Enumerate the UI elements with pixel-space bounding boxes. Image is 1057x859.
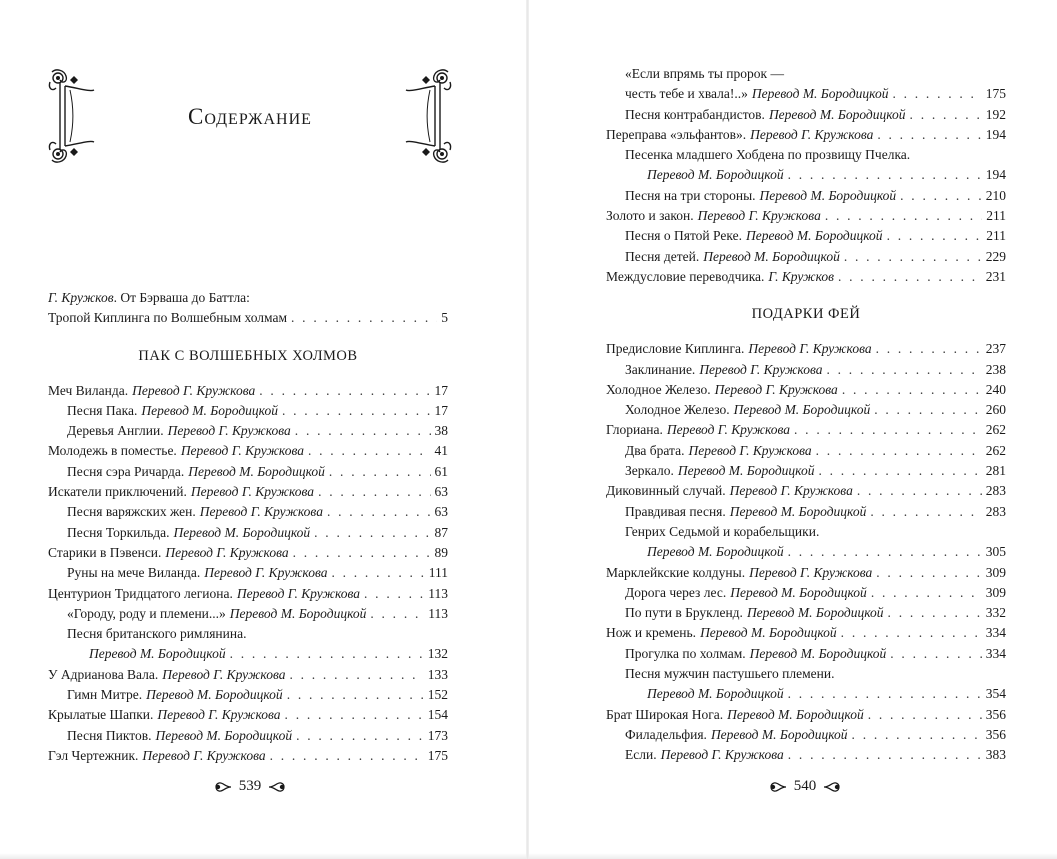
toc-leader-dots	[890, 644, 981, 664]
toc-leader-dots	[857, 481, 982, 501]
toc-leader-dots	[877, 125, 981, 145]
toc-entry	[606, 522, 1006, 542]
toc-entry-title: Песня варяжских жен.	[67, 504, 196, 520]
toc-entry-translator: Перевод М. Бородицкой	[146, 687, 283, 703]
toc-entry	[48, 746, 448, 766]
toc-entry	[606, 644, 1006, 664]
toc-entry-title: Песня мужчин пастушьего племени.	[625, 666, 835, 682]
toc-entry-translator: Перевод Г. Кружкова	[688, 442, 812, 458]
toc-entry-translator: Перевод М. Бородицкой	[733, 402, 871, 418]
toc-entry-translator: Перевод М. Бородицкой	[730, 584, 867, 600]
toc-leader-dots	[788, 684, 982, 704]
toc-entry	[606, 84, 1006, 104]
toc-entry	[606, 664, 1006, 684]
toc-entry	[48, 381, 448, 401]
toc-entry-title: Генрих Седьмой и корабельщики.	[625, 523, 820, 539]
toc-entry-title: Тропой Киплинга по Волшебным холмам	[48, 310, 288, 326]
toc-section-heading: ПАК С ВОЛШЕБНЫХ ХОЛМОВ	[138, 347, 358, 364]
toc-section-heading: ПОДАРКИ ФЕЙ	[751, 306, 861, 323]
toc-entry	[48, 726, 448, 746]
toc-entry-translator: Перевод Г. Кружкова	[204, 565, 328, 581]
toc-entry	[48, 563, 448, 583]
toc-entry-translator: Перевод Г. Кружкова	[162, 666, 286, 682]
toc-entry-title: Марклейкские колдуны.	[606, 564, 746, 580]
toc-leader-dots	[318, 482, 430, 502]
toc-entry-translator: Перевод Г. Кружкова	[750, 126, 874, 142]
toc-entry	[606, 125, 1006, 145]
toc-entry	[606, 481, 1006, 501]
toc-entry	[48, 421, 448, 441]
toc-entry-title: Меч Виланда.	[48, 382, 129, 398]
toc-entry-page: 210	[985, 187, 1006, 203]
toc-entry-translator: Перевод Г. Кружкова	[199, 504, 323, 520]
toc-entry-page: 229	[985, 248, 1006, 264]
toc-entry	[48, 441, 448, 461]
toc-entry-title: Песня на три стороны.	[625, 187, 756, 203]
toc-entry	[48, 624, 448, 644]
toc-entry-page: 240	[985, 381, 1006, 397]
toc-entry-translator: Перевод М. Бородицкой	[745, 228, 883, 244]
toc-entry-translator: Перевод Г. Кружкова	[697, 208, 821, 224]
toc-entry	[606, 105, 1006, 125]
toc-leader-dots	[794, 420, 982, 440]
toc-spacer	[48, 329, 448, 346]
toc-entry-title: Крылатые Шапки.	[48, 707, 154, 723]
toc-leader-dots	[370, 604, 424, 624]
toc-entry-translator: Перевод Г. Кружкова	[236, 585, 361, 601]
toc-entry	[606, 461, 1006, 481]
page-number-right	[745, 778, 865, 795]
toc-entry-title: Если.	[625, 747, 657, 763]
toc-leader-dots	[295, 421, 431, 441]
toc-entry	[606, 603, 1006, 623]
toc-entry-title: «Если впрямь ты пророк —	[625, 66, 784, 81]
toc-entry-page: 283	[985, 483, 1006, 499]
toc-leader-dots	[296, 726, 424, 746]
right-page	[529, 0, 1057, 859]
toc-entry-title: Междусловие переводчика.	[606, 268, 765, 284]
toc-entry-translator: Перевод М. Бородицкой	[700, 625, 837, 641]
toc-entry-page: 334	[985, 625, 1006, 641]
toc-entry-page: 152	[427, 687, 448, 703]
toc-entry	[48, 502, 448, 522]
toc-entry-translator: Перевод Г. Кружкова	[132, 382, 256, 398]
toc-leader-dots	[841, 623, 982, 643]
toc-leader-dots	[827, 360, 982, 380]
toc-entry-page: 175	[985, 86, 1006, 102]
fleuron-right-icon	[267, 780, 287, 794]
toc-entry-page: 87	[434, 524, 448, 540]
toc-entry-page: 262	[985, 442, 1006, 458]
toc-entry	[606, 705, 1006, 725]
toc-entry-translator: Перевод М. Бородицкой	[647, 686, 784, 702]
toc-entry-translator: Перевод М. Бородицкой	[703, 248, 840, 264]
toc-entry-translator: Перевод Г. Кружкова	[167, 423, 291, 439]
toc-leader-dots	[282, 401, 431, 421]
toc-entry	[606, 502, 1006, 522]
toc-spacer	[48, 367, 448, 381]
toc-leader-dots	[291, 308, 437, 328]
toc-entry-page: 154	[427, 707, 448, 723]
toc-entry-page: 356	[985, 726, 1006, 742]
toc-leader-dots	[293, 543, 431, 563]
toc-entry-page: 17	[434, 402, 448, 418]
toc-entry	[606, 267, 1006, 287]
toc-leader-dots	[868, 705, 982, 725]
toc-entry-title: Два брата.	[625, 442, 685, 458]
toc-entry-page: 211	[986, 228, 1006, 244]
toc-leader-dots	[852, 725, 982, 745]
toc-leader-dots	[818, 461, 981, 481]
toc-leader-dots	[308, 441, 431, 461]
toc-entry-title: Старики в Пэвенси.	[48, 544, 162, 560]
toc-entry-page: 194	[985, 126, 1006, 142]
toc-entry-page: 113	[428, 605, 448, 621]
toc-entry-title: Центурион Тридцатого легиона.	[48, 585, 233, 601]
toc-entry-page: 334	[985, 645, 1006, 661]
toc-entry-title: Предисловие Киплинга.	[606, 341, 745, 357]
toc-leader-dots	[270, 746, 424, 766]
toc-leader-dots	[888, 603, 982, 623]
toc-leader-dots	[870, 502, 981, 522]
toc-entry-title: Филадельфия.	[625, 726, 707, 742]
toc-leader-dots	[289, 665, 423, 685]
toc-entry	[606, 623, 1006, 643]
toc-entry-title: Правдивая песня.	[625, 503, 726, 519]
toc-entry	[606, 360, 1006, 380]
toc-entry-title: Песня Торкильда.	[67, 524, 170, 540]
toc-entry-title: Молодежь в поместье.	[48, 443, 177, 459]
toc-entry-title: Искатели приключений.	[48, 484, 187, 500]
toc-entry	[606, 64, 1006, 84]
toc-entry-page: 262	[985, 422, 1006, 438]
toc-entry-translator: Перевод М. Бородицкой	[647, 167, 784, 183]
toc-entry-page: 63	[434, 504, 448, 520]
toc-entry-translator: Перевод М. Бородицкой	[141, 402, 278, 418]
toc-entry	[606, 583, 1006, 603]
toc-entry-title: Дорога через лес.	[625, 584, 727, 600]
toc-entry-title: Золото и закон.	[606, 208, 694, 224]
toc-entry-title: У Адрианова Вала.	[48, 666, 159, 682]
toc-entry	[606, 247, 1006, 267]
toc-entry-translator: Перевод М. Бородицкой	[751, 86, 889, 102]
toc-entry	[606, 420, 1006, 440]
toc-entry	[606, 380, 1006, 400]
toc-spacer	[606, 287, 1006, 304]
toc-entry-page: 305	[985, 544, 1006, 560]
toc-entry-title: Деревья Англии.	[67, 423, 164, 439]
toc-entry	[48, 308, 448, 328]
toc-entry	[48, 644, 448, 664]
toc-leader-dots	[816, 441, 982, 461]
toc-entry-page: 332	[985, 605, 1006, 621]
toc-entry	[606, 563, 1006, 583]
toc-entry-page: 281	[985, 463, 1006, 479]
toc-entry-title: Зеркало.	[625, 463, 674, 479]
toc-entry-translator: Перевод М. Бородицкой	[727, 706, 864, 722]
toc-entry-translator: Перевод М. Бородицкой	[188, 463, 325, 479]
toc-entry	[606, 145, 1006, 165]
toc-entry	[48, 462, 448, 482]
toc-entry	[48, 482, 448, 502]
toc-entry-title: Прогулка по холмам.	[625, 645, 746, 661]
toc-entry-translator: Перевод М. Бородицкой	[729, 503, 867, 519]
toc-entry-translator: Перевод М. Бородицкой	[155, 727, 293, 743]
page-title: Содержание	[188, 104, 312, 129]
toc-entry-title: Песня контрабандистов.	[625, 106, 765, 122]
toc-leader-dots	[876, 563, 981, 583]
toc-leader-dots	[788, 745, 982, 765]
toc-entry-title: . От Бэрваша до Баттла:	[113, 290, 250, 305]
toc-entry-translator: Перевод М. Бородицкой	[749, 645, 887, 661]
fleuron-right-icon	[822, 780, 842, 794]
toc-entry	[48, 685, 448, 705]
toc-entry-page: 173	[427, 727, 448, 743]
page-number-left	[190, 778, 310, 795]
toc-leader-dots	[364, 584, 424, 604]
toc-entry-title: «Городу, роду и племени...»	[67, 605, 226, 621]
toc-entry-page: 194	[985, 167, 1006, 183]
toc-leader-dots	[876, 339, 982, 359]
toc-leader-dots	[825, 206, 982, 226]
toc-entry-page: 354	[985, 686, 1006, 702]
toc-entry-page: 192	[985, 106, 1006, 122]
toc-entry-translator: Перевод Г. Кружкова	[749, 564, 873, 580]
toc-entry-title: Песня Пака.	[67, 402, 138, 418]
toc-leader-dots	[788, 542, 982, 562]
toc-entry-page: 175	[427, 747, 448, 763]
toc-entry-page: 283	[985, 503, 1006, 519]
toc-entry-title: Песня британского римлянина.	[67, 626, 247, 642]
toc-entry-title: По пути в Брукленд.	[625, 605, 743, 621]
toc-entry-page: 41	[434, 443, 448, 459]
toc-entry	[606, 684, 1006, 704]
toc-entry	[48, 665, 448, 685]
toc-leader-dots	[327, 502, 431, 522]
toc-entry-translator: Перевод М. Бородицкой	[229, 605, 367, 621]
toc-entry-page: 356	[985, 706, 1006, 722]
toc-entry	[606, 542, 1006, 562]
toc-entry	[606, 745, 1006, 765]
toc-entry-translator: Перевод М. Бородицкой	[759, 187, 897, 203]
toc-entry-page: 383	[985, 747, 1006, 763]
toc-entry-translator: Перевод М. Бородицкой	[89, 646, 226, 662]
toc-entry-page: 111	[428, 565, 448, 581]
toc-entry-page: 133	[427, 666, 448, 682]
toc-entry-page: 5	[441, 310, 448, 326]
table-of-contents-left	[48, 288, 448, 766]
toc-entry-title: Гимн Митре.	[67, 687, 143, 703]
toc-entry-title: Гэл Чертежник.	[48, 747, 139, 763]
toc-leader-dots	[788, 165, 982, 185]
toc-leader-dots	[329, 462, 431, 482]
toc-entry-page: 63	[434, 484, 448, 500]
toc-entry-title: честь тебе и хвала!..»	[625, 86, 748, 102]
toc-entry-page: 132	[427, 646, 448, 662]
toc-leader-dots	[287, 685, 424, 705]
toc-entry-translator: Перевод Г. Кружкова	[666, 422, 791, 438]
toc-entry	[606, 165, 1006, 185]
toc-entry-title: Холодное Железо.	[606, 381, 711, 397]
toc-entry-translator: Перевод М. Бородицкой	[173, 524, 311, 540]
toc-entry	[606, 400, 1006, 420]
toc-entry-translator: Перевод Г. Кружкова	[157, 707, 281, 723]
toc-entry	[48, 288, 448, 308]
toc-entry-page: 237	[985, 341, 1006, 357]
toc-entry-translator: Перевод Г. Кружкова	[180, 443, 304, 459]
toc-leader-dots	[910, 105, 982, 125]
toc-entry	[48, 604, 448, 624]
toc-entry	[606, 206, 1006, 226]
toc-entry-page: 113	[428, 585, 448, 601]
toc-entry-page: 309	[985, 564, 1006, 580]
toc-entry-title: Переправа «эльфантов».	[606, 126, 747, 142]
toc-entry-page: 89	[434, 544, 448, 560]
toc-entry	[606, 226, 1006, 246]
fleuron-left-icon	[213, 780, 233, 794]
toc-entry	[48, 705, 448, 725]
toc-entry-page: 260	[985, 402, 1006, 418]
toc-entry-translator: Перевод М. Бородицкой	[768, 106, 906, 122]
corner-ornament-right-icon	[404, 68, 452, 164]
toc-entry-title: Песня сэра Ричарда.	[67, 463, 185, 479]
toc-entry-title: Руны на мече Виланда.	[67, 565, 201, 581]
toc-entry-translator: Перевод М. Бородицкой	[647, 544, 784, 560]
toc-leader-dots	[892, 84, 981, 104]
toc-entry-title: Нож и кремень.	[606, 625, 697, 641]
toc-entry	[606, 186, 1006, 206]
toc-leader-dots	[230, 644, 424, 664]
toc-entry	[606, 725, 1006, 745]
fleuron-left-icon	[768, 780, 788, 794]
toc-entry-page: 238	[985, 361, 1006, 377]
left-page	[0, 0, 527, 859]
toc-entry	[606, 339, 1006, 359]
toc-entry-translator: Г. Кружков	[768, 268, 834, 284]
toc-entry-page: 231	[985, 268, 1006, 284]
toc-entry-title: Глориана.	[606, 422, 663, 438]
toc-entry-translator: Перевод М. Бородицкой	[746, 605, 884, 621]
toc-entry-page: 61	[434, 463, 448, 479]
toc-entry-translator: Перевод Г. Кружкова	[714, 381, 838, 397]
toc-entry	[48, 584, 448, 604]
toc-leader-dots	[842, 380, 982, 400]
corner-ornament-left-icon	[48, 68, 96, 164]
toc-leader-dots	[331, 563, 424, 583]
toc-entry-translator: Перевод Г. Кружкова	[165, 544, 289, 560]
toc-entry-title: Песня о Пятой Реке.	[625, 228, 742, 244]
toc-entry-title: Диковинный случай.	[606, 483, 726, 499]
toc-entry-title: Холодное Железо.	[625, 402, 730, 418]
toc-entry-translator: Перевод М. Бородицкой	[677, 463, 815, 479]
toc-entry	[48, 401, 448, 421]
toc-entry-translator: Перевод Г. Кружкова	[142, 747, 266, 763]
toc-leader-dots	[259, 381, 430, 401]
toc-leader-dots	[838, 267, 982, 287]
page-number-label: 540	[793, 778, 817, 794]
toc-leader-dots	[314, 523, 430, 543]
toc-entry-translator: Перевод Г. Кружкова	[190, 484, 315, 500]
toc-spacer	[606, 325, 1006, 339]
toc-leader-dots	[900, 186, 982, 206]
toc-entry-page: 309	[985, 584, 1006, 600]
toc-entry-title: Песенка младшего Хобдена по прозвищу Пчелка.	[625, 147, 911, 163]
toc-entry-translator: Перевод Г. Кружкова	[729, 483, 853, 499]
toc-leader-dots	[844, 247, 982, 267]
table-of-contents-right	[606, 64, 1006, 766]
toc-entry-translator: Перевод Г. Кружкова	[748, 341, 872, 357]
toc-entry-author: Г. Кружков	[48, 290, 114, 305]
toc-leader-dots	[871, 583, 982, 603]
toc-entry-translator: Перевод Г. Кружкова	[660, 747, 784, 763]
toc-entry-title: Заклинание.	[625, 361, 696, 377]
toc-entry-title: Песня детей.	[625, 248, 700, 264]
toc-entry-page: 17	[434, 382, 448, 398]
toc-leader-dots	[887, 226, 983, 246]
toc-leader-dots	[285, 705, 424, 725]
toc-entry	[48, 543, 448, 563]
toc-entry	[606, 441, 1006, 461]
toc-entry-title: Брат Широкая Нога.	[606, 706, 724, 722]
toc-entry-title: Песня Пиктов.	[67, 727, 152, 743]
toc-entry	[48, 523, 448, 543]
page-number-label: 539	[238, 778, 262, 794]
toc-leader-dots	[874, 400, 982, 420]
toc-entry-page: 38	[434, 423, 448, 439]
toc-entry-translator: Перевод М. Бородицкой	[710, 726, 848, 742]
toc-entry-translator: Перевод Г. Кружкова	[699, 361, 823, 377]
toc-entry-page: 211	[986, 208, 1006, 224]
